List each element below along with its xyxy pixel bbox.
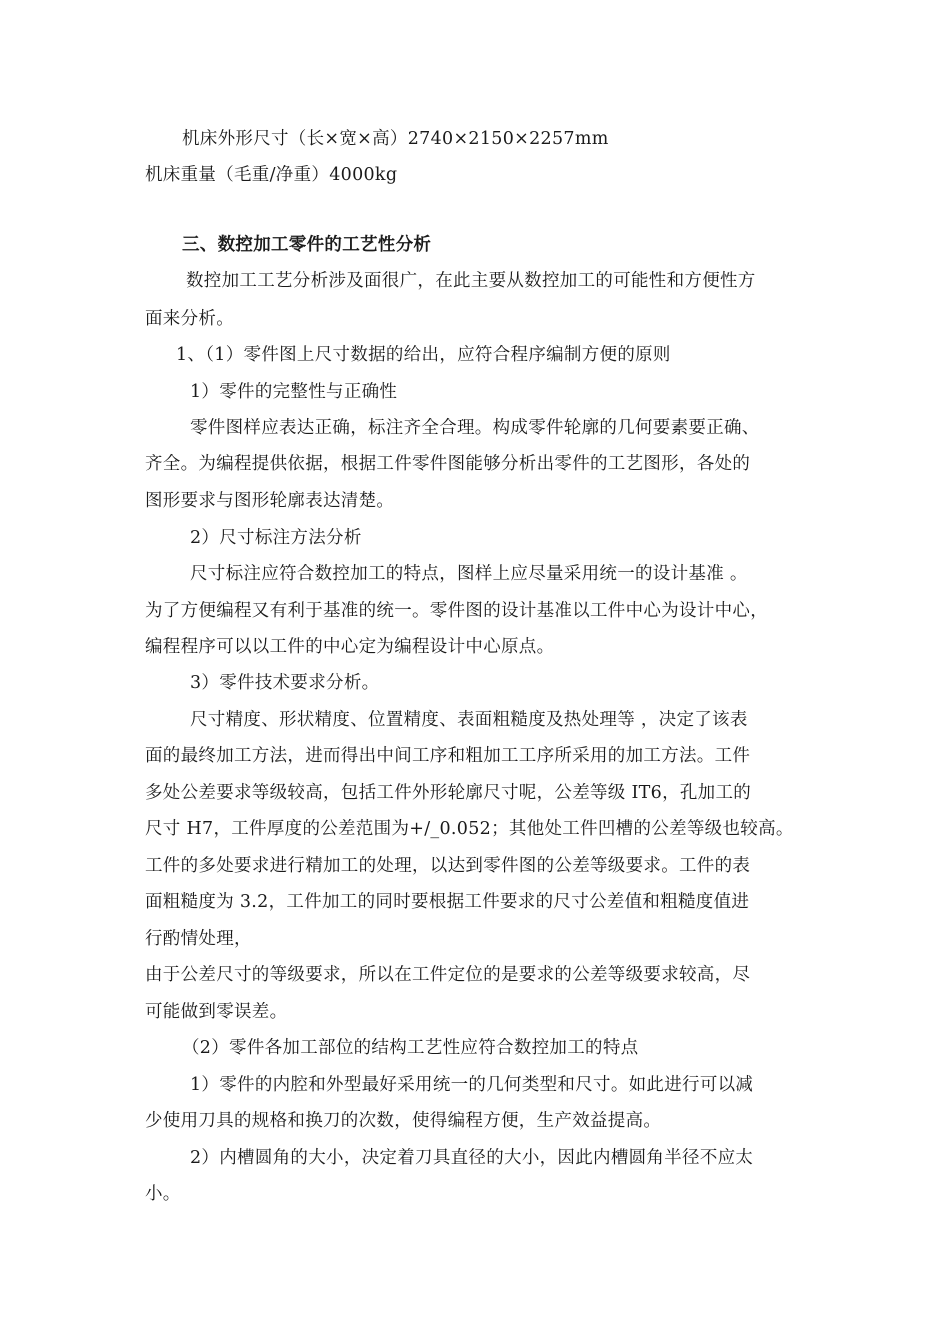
paragraph-line: 少使用刀具的规格和换刀的次数，使得编程方便，生产效益提高。 [145, 1111, 662, 1131]
section-heading: 三、数控加工零件的工艺性分析 [182, 235, 432, 255]
subheading-1-1: 1、（1）零件图上尺寸数据的给出，应符合程序编制方便的原则 [176, 345, 671, 365]
paragraph-line: 工件的多处要求进行精加工的处理，以达到零件图的公差等级要求。工件的表 [145, 856, 751, 876]
paragraph-line: 多处公差要求等级较高，包括工件外形轮廓尺寸呢，公差等级 IT6，孔加工的 [145, 783, 752, 803]
paragraph-line: 尺寸 H7，工件厚度的公差范围为+/_0.052；其他处工件凹槽的公差等级也较高。 [145, 819, 794, 839]
paragraph-line: 可能做到零误差。 [145, 1002, 288, 1022]
paragraph-line: 尺寸精度、形状精度、位置精度、表面粗糙度及热处理等 ，决定了该表 [190, 710, 748, 730]
paragraph-line: 面粗糙度为 3.2，工件加工的同时要根据工件要求的尺寸公差值和粗糙度值进 [145, 892, 750, 912]
machine-dimensions-line: 机床外形尺寸（长×宽×高）2740×2150×2257mm [182, 129, 609, 149]
machine-weight-line: 机床重量（毛重/净重）4000kg [145, 165, 398, 185]
paragraph-line: 行酌情处理， [145, 929, 252, 949]
subheading-item-3: 3）零件技术要求分析。 [190, 673, 380, 693]
paragraph-line: 图形要求与图形轮廓表达清楚。 [145, 491, 395, 511]
paragraph-line: 面来分析。 [145, 309, 234, 329]
paragraph-line: 为了方便编程又有利于基准的统一。零件图的设计基准以工件中心为设计中心， [145, 601, 768, 621]
subheading-item-2: 2）尺寸标注方法分析 [190, 528, 362, 548]
paragraph-line: 1）零件的内腔和外型最好采用统一的几何类型和尺寸。如此进行可以减 [190, 1075, 754, 1095]
subheading-item-1: 1）零件的完整性与正确性 [190, 382, 398, 402]
paragraph-line: 2）内槽圆角的大小，决定着刀具直径的大小，因此内槽圆角半径不应太 [190, 1148, 754, 1168]
paragraph-line: 齐全。为编程提供依据，根据工件零件图能够分析出零件的工艺图形，各处的 [145, 454, 751, 474]
paragraph-line: 面的最终加工方法，进而得出中间工序和粗加工工序所采用的加工方法。工件 [145, 746, 751, 766]
paragraph-line: 编程程序可以以工件的中心定为编程设计中心原点。 [145, 637, 555, 657]
paragraph-line: 零件图样应表达正确，标注齐全合理。构成零件轮廓的几何要素要正确、 [190, 418, 760, 438]
paragraph-line: 由于公差尺寸的等级要求，所以在工件定位的是要求的公差等级要求较高，尽 [145, 965, 751, 985]
subheading-1-2: （2）零件各加工部位的结构工艺性应符合数控加工的特点 [182, 1038, 639, 1058]
paragraph-line: 尺寸标注应符合数控加工的特点，图样上应尽量采用统一的设计基准 。 [190, 564, 748, 584]
paragraph-line: 数控加工工艺分析涉及面很广，在此主要从数控加工的可能性和方便性方 [186, 271, 756, 291]
paragraph-line: 小。 [145, 1184, 181, 1204]
